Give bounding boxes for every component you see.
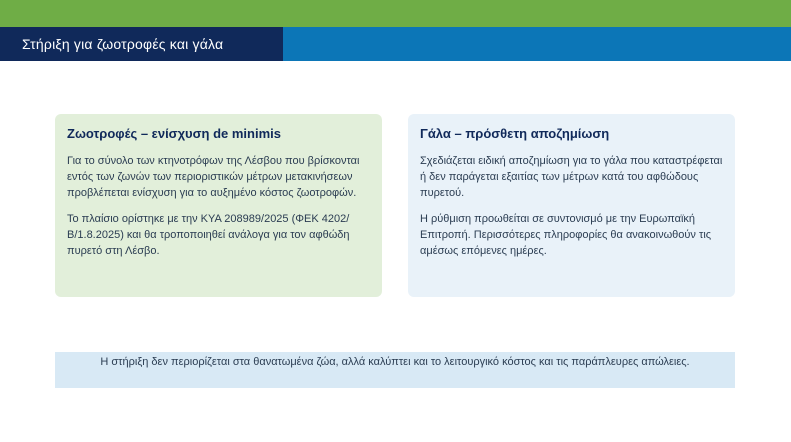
card-feed-paragraph-2: Το πλαίσιο ορίστηκε με την ΚΥΑ 208989/2025 (ΦΕΚ 4202/Β/1.8.2025) και θα τροποποιηθεί ανάλογα για τον αφθώδη πυρετό στη Λέσβο. [67,213,350,257]
card-milk-compensation [408,114,735,297]
card-milk-title: Γάλα – πρόσθετη αποζημίωση [420,126,610,141]
card-milk-paragraph-1: Σχεδιάζεται ειδική αποζημίωση για το γάλα που καταστρέφεται ή δεν παράγεται εξαιτίας των μέτρων κατά του αφθώδους πυρετού. [420,155,723,199]
card-feed-paragraph-1: Για το σύνολο των κτηνοτρόφων της Λέσβου που βρίσκονται εντός των ζωνών των περιοριστικών μέτρων μετακινήσεων προβλέπεται ενίσχυση για το αυξημένο κόστος ζωοτροφών. [67,155,360,199]
page-title: Στήριξη για ζωοτροφές και γάλα [22,36,224,52]
card-milk-paragraph-2: Η ρύθμιση προωθείται σε συντονισμό με την Ευρωπαϊκή Επιτροπή. Περισσότερες πληροφορίες θα ανακοινωθούν τις αμέσως επόμενες ημέρες. [420,213,712,257]
footer-note-text: Η στήριξη δεν περιορίζεται στα θανατωμένα ζώα, αλλά καλύπτει και το λειτουργικό κόστος και τις παράπλευρες απώλειες. [100,356,690,368]
footer-note [55,352,735,388]
top-accent-band [0,0,791,27]
title-block [0,27,283,61]
card-feed-title: Ζωοτροφές – ενίσχυση de minimis [67,126,281,141]
card-feed-support [55,114,382,297]
